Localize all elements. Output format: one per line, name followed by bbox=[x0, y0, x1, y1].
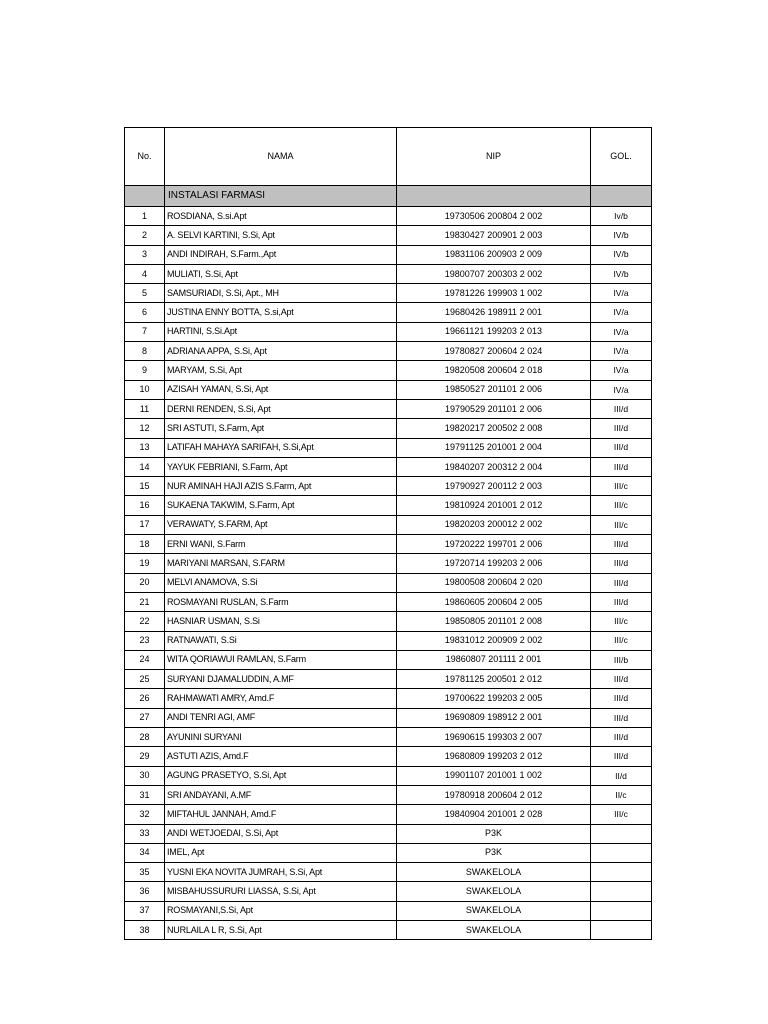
table-row bbox=[125, 419, 652, 438]
cell-no: 18 bbox=[125, 535, 165, 554]
table-row bbox=[125, 863, 652, 882]
cell-no: 26 bbox=[125, 689, 165, 708]
cell-no: 21 bbox=[125, 592, 165, 611]
cell-gol: IV/b bbox=[591, 226, 652, 245]
table-row bbox=[125, 882, 652, 901]
cell-nama: HARTINI, S.Si.Apt bbox=[165, 322, 397, 341]
cell-nama: LATIFAH MAHAYA SARIFAH, S.Si,Apt bbox=[165, 438, 397, 457]
header-nama: NAMA bbox=[165, 128, 397, 186]
cell-nama: WITA QORIAWUI RAMLAN, S.Farm bbox=[165, 650, 397, 669]
table-row bbox=[125, 207, 652, 226]
cell-nama: AGUNG PRASETYO, S.Si, Apt bbox=[165, 766, 397, 785]
cell-gol: III/d bbox=[591, 708, 652, 727]
section-empty-cell bbox=[397, 186, 591, 207]
cell-nama: SAMSURIADI, S.Si, Apt., MH bbox=[165, 284, 397, 303]
cell-nama: ANDI TENRI AGI, AMF bbox=[165, 708, 397, 727]
cell-gol: III/d bbox=[591, 689, 652, 708]
cell-nip: 19791125 201001 2 004 bbox=[397, 438, 591, 457]
cell-gol bbox=[591, 843, 652, 862]
cell-no: 37 bbox=[125, 901, 165, 920]
cell-gol: IV/a bbox=[591, 322, 652, 341]
cell-no: 38 bbox=[125, 920, 165, 939]
cell-nip: 19820217 200502 2 008 bbox=[397, 419, 591, 438]
table-row bbox=[125, 226, 652, 245]
section-empty-cell bbox=[125, 186, 165, 207]
cell-nip: 19810924 201001 2 012 bbox=[397, 496, 591, 515]
cell-nama: ANDI WETJOEDAI, S.Si, Apt bbox=[165, 824, 397, 843]
table-row bbox=[125, 670, 652, 689]
cell-nip: SWAKELOLA bbox=[397, 863, 591, 882]
cell-no: 15 bbox=[125, 477, 165, 496]
table-row bbox=[125, 477, 652, 496]
table-row bbox=[125, 457, 652, 476]
cell-no: 34 bbox=[125, 843, 165, 862]
cell-no: 29 bbox=[125, 747, 165, 766]
cell-gol: III/c bbox=[591, 496, 652, 515]
cell-gol: III/d bbox=[591, 438, 652, 457]
cell-nip: 19800508 200604 2 020 bbox=[397, 573, 591, 592]
cell-nip: 19790927 200112 2 003 bbox=[397, 477, 591, 496]
table-row bbox=[125, 824, 652, 843]
cell-no: 7 bbox=[125, 322, 165, 341]
cell-nama: SRI ANDAYANI, A.MF bbox=[165, 785, 397, 804]
section-empty-cell bbox=[591, 186, 652, 207]
table-row bbox=[125, 399, 652, 418]
cell-nip: SWAKELOLA bbox=[397, 901, 591, 920]
cell-nip: 19860807 201111 2 001 bbox=[397, 650, 591, 669]
cell-gol: II/c bbox=[591, 785, 652, 804]
cell-nip: P3K bbox=[397, 824, 591, 843]
cell-nama: IMEL, Apt bbox=[165, 843, 397, 862]
cell-nama: SUKAENA TAKWIM, S.Farm, Apt bbox=[165, 496, 397, 515]
cell-nip: 19840207 200312 2 004 bbox=[397, 457, 591, 476]
cell-nama: ROSMAYANI RUSLAN, S.Farm bbox=[165, 592, 397, 611]
cell-nama: ASTUTI AZIS, Amd.F bbox=[165, 747, 397, 766]
cell-nama: HASNIAR USMAN, S.Si bbox=[165, 612, 397, 631]
cell-gol: II/d bbox=[591, 766, 652, 785]
cell-no: 35 bbox=[125, 863, 165, 882]
cell-gol: III/d bbox=[591, 554, 652, 573]
cell-nama: SURYANI DJAMALUDDIN, A.MF bbox=[165, 670, 397, 689]
table-row bbox=[125, 805, 652, 824]
cell-nip: 19720714 199203 2 006 bbox=[397, 554, 591, 573]
cell-no: 24 bbox=[125, 650, 165, 669]
table-row bbox=[125, 901, 652, 920]
cell-nama: VERAWATY, S.FARM, Apt bbox=[165, 515, 397, 534]
cell-no: 33 bbox=[125, 824, 165, 843]
cell-no: 16 bbox=[125, 496, 165, 515]
cell-no: 30 bbox=[125, 766, 165, 785]
staff-table bbox=[124, 127, 652, 940]
cell-no: 31 bbox=[125, 785, 165, 804]
cell-gol: IV/b bbox=[591, 245, 652, 264]
table-row bbox=[125, 689, 652, 708]
cell-gol bbox=[591, 882, 652, 901]
cell-no: 12 bbox=[125, 419, 165, 438]
cell-nip: 19690615 199303 2 007 bbox=[397, 728, 591, 747]
cell-nama: MIFTAHUL JANNAH, Amd.F bbox=[165, 805, 397, 824]
cell-gol: III/d bbox=[591, 573, 652, 592]
header-nip: NIP bbox=[397, 128, 591, 186]
section-row bbox=[125, 186, 652, 207]
cell-gol bbox=[591, 824, 652, 843]
cell-no: 17 bbox=[125, 515, 165, 534]
cell-no: 32 bbox=[125, 805, 165, 824]
cell-gol: III/b bbox=[591, 650, 652, 669]
cell-nip: 19690809 198912 2 001 bbox=[397, 708, 591, 727]
cell-nip: 19790529 201101 2 006 bbox=[397, 399, 591, 418]
cell-nip: 19780918 200604 2 012 bbox=[397, 785, 591, 804]
cell-no: 13 bbox=[125, 438, 165, 457]
cell-gol: Iv/b bbox=[591, 207, 652, 226]
cell-nip: 19830427 200901 2 003 bbox=[397, 226, 591, 245]
cell-gol: III/c bbox=[591, 515, 652, 534]
cell-no: 27 bbox=[125, 708, 165, 727]
cell-gol: III/d bbox=[591, 747, 652, 766]
cell-nama: MULIATI, S.Si, Apt bbox=[165, 264, 397, 283]
cell-nip: 19850527 201101 2 006 bbox=[397, 380, 591, 399]
cell-gol: IV/a bbox=[591, 380, 652, 399]
table-row bbox=[125, 264, 652, 283]
cell-no: 14 bbox=[125, 457, 165, 476]
cell-nama: MARIYANI MARSAN, S.FARM bbox=[165, 554, 397, 573]
cell-gol bbox=[591, 920, 652, 939]
cell-nama: AYUNINI SURYANI bbox=[165, 728, 397, 747]
table-row bbox=[125, 361, 652, 380]
table-row bbox=[125, 592, 652, 611]
table-row bbox=[125, 284, 652, 303]
cell-nip: 19781125 200501 2 012 bbox=[397, 670, 591, 689]
cell-nama: YUSNI EKA NOVITA JUMRAH, S.Si, Apt bbox=[165, 863, 397, 882]
header-row bbox=[125, 128, 652, 186]
cell-nama: JUSTINA ENNY BOTTA, S.si,Apt bbox=[165, 303, 397, 322]
cell-gol: IV/b bbox=[591, 264, 652, 283]
cell-gol: III/d bbox=[591, 728, 652, 747]
cell-nip: SWAKELOLA bbox=[397, 882, 591, 901]
cell-gol: III/c bbox=[591, 631, 652, 650]
cell-no: 4 bbox=[125, 264, 165, 283]
table-row bbox=[125, 708, 652, 727]
cell-gol: IV/a bbox=[591, 361, 652, 380]
cell-no: 19 bbox=[125, 554, 165, 573]
table-row bbox=[125, 612, 652, 631]
cell-no: 25 bbox=[125, 670, 165, 689]
table-row bbox=[125, 322, 652, 341]
cell-no: 23 bbox=[125, 631, 165, 650]
cell-nama: DERNI RENDEN, S.Si, Apt bbox=[165, 399, 397, 418]
cell-nama: ANDI INDIRAH, S.Farm.,Apt bbox=[165, 245, 397, 264]
cell-nip: 19730506 200804 2 002 bbox=[397, 207, 591, 226]
cell-gol: III/d bbox=[591, 535, 652, 554]
cell-gol: III/d bbox=[591, 457, 652, 476]
table-row bbox=[125, 245, 652, 264]
cell-nama: MISBAHUSSURURI LIASSA, S.Si, Apt bbox=[165, 882, 397, 901]
cell-nip: 19820203 200012 2 002 bbox=[397, 515, 591, 534]
cell-gol: III/d bbox=[591, 399, 652, 418]
cell-no: 9 bbox=[125, 361, 165, 380]
cell-nama: ROSDIANA, S.si.Apt bbox=[165, 207, 397, 226]
cell-nip: 19700622 199203 2 005 bbox=[397, 689, 591, 708]
cell-nama: MELVI ANAMOVA, S.Si bbox=[165, 573, 397, 592]
cell-gol: IV/a bbox=[591, 303, 652, 322]
table-row bbox=[125, 920, 652, 939]
cell-nip: P3K bbox=[397, 843, 591, 862]
cell-gol: III/d bbox=[591, 592, 652, 611]
cell-no: 5 bbox=[125, 284, 165, 303]
cell-nip: 19800707 200303 2 002 bbox=[397, 264, 591, 283]
table-row bbox=[125, 496, 652, 515]
cell-nip: 19661121 199203 2 013 bbox=[397, 322, 591, 341]
cell-no: 1 bbox=[125, 207, 165, 226]
cell-nip: 19820508 200604 2 018 bbox=[397, 361, 591, 380]
cell-nip: 19840904 201001 2 028 bbox=[397, 805, 591, 824]
table-row bbox=[125, 380, 652, 399]
cell-no: 10 bbox=[125, 380, 165, 399]
cell-nip: 19831012 200909 2 002 bbox=[397, 631, 591, 650]
cell-gol: III/c bbox=[591, 612, 652, 631]
cell-nama: A. SELVI KARTINI, S.Si, Apt bbox=[165, 226, 397, 245]
header-gol: GOL. bbox=[591, 128, 652, 186]
cell-no: 6 bbox=[125, 303, 165, 322]
table-row bbox=[125, 573, 652, 592]
table-row bbox=[125, 766, 652, 785]
table-row bbox=[125, 554, 652, 573]
cell-nama: NUR AMINAH HAJI AZIS S.Farm, Apt bbox=[165, 477, 397, 496]
cell-gol: III/d bbox=[591, 670, 652, 689]
section-title: INSTALASI FARMASI bbox=[165, 186, 397, 207]
table-row bbox=[125, 843, 652, 862]
cell-nip: 19831106 200903 2 009 bbox=[397, 245, 591, 264]
cell-nip: 19680426 198911 2 001 bbox=[397, 303, 591, 322]
cell-nip: 19780827 200604 2 024 bbox=[397, 342, 591, 361]
table-row bbox=[125, 438, 652, 457]
cell-nip: 19720222 199701 2 006 bbox=[397, 535, 591, 554]
cell-nip: 19860605 200604 2 005 bbox=[397, 592, 591, 611]
cell-gol bbox=[591, 863, 652, 882]
cell-no: 36 bbox=[125, 882, 165, 901]
cell-gol bbox=[591, 901, 652, 920]
cell-nama: MARYAM, S.Si, Apt bbox=[165, 361, 397, 380]
cell-no: 2 bbox=[125, 226, 165, 245]
cell-nama: ADRIANA APPA, S.Si, Apt bbox=[165, 342, 397, 361]
cell-no: 3 bbox=[125, 245, 165, 264]
table-row bbox=[125, 515, 652, 534]
cell-nip: 19680809 199203 2 012 bbox=[397, 747, 591, 766]
table-row bbox=[125, 342, 652, 361]
table-row bbox=[125, 631, 652, 650]
cell-nama: RATNAWATI, S.Si bbox=[165, 631, 397, 650]
cell-nama: NURLAILA L R, S.Si, Apt bbox=[165, 920, 397, 939]
cell-nama: SRI ASTUTI, S.Farm, Apt bbox=[165, 419, 397, 438]
cell-nama: YAYUK FEBRIANI, S.Farm, Apt bbox=[165, 457, 397, 476]
cell-nip: 19901107 201001 1 002 bbox=[397, 766, 591, 785]
cell-nip: 19781226 199903 1 002 bbox=[397, 284, 591, 303]
cell-nama: ERNI WANI, S.Farm bbox=[165, 535, 397, 554]
table-row bbox=[125, 747, 652, 766]
cell-no: 20 bbox=[125, 573, 165, 592]
cell-nip: SWAKELOLA bbox=[397, 920, 591, 939]
cell-no: 28 bbox=[125, 728, 165, 747]
cell-gol: III/c bbox=[591, 805, 652, 824]
cell-gol: III/d bbox=[591, 419, 652, 438]
cell-nama: RAHMAWATI AMRY, Amd.F bbox=[165, 689, 397, 708]
cell-no: 11 bbox=[125, 399, 165, 418]
cell-nip: 19850805 201101 2 008 bbox=[397, 612, 591, 631]
table-row bbox=[125, 728, 652, 747]
table-row bbox=[125, 785, 652, 804]
cell-gol: IV/a bbox=[591, 342, 652, 361]
cell-nama: AZISAH YAMAN, S.Si, Apt bbox=[165, 380, 397, 399]
cell-no: 8 bbox=[125, 342, 165, 361]
table-row bbox=[125, 650, 652, 669]
header-no: No. bbox=[125, 128, 165, 186]
cell-gol: III/c bbox=[591, 477, 652, 496]
table-row bbox=[125, 303, 652, 322]
cell-no: 22 bbox=[125, 612, 165, 631]
table-row bbox=[125, 535, 652, 554]
cell-nama: ROSMAYANI,S.Si, Apt bbox=[165, 901, 397, 920]
cell-gol: IV/a bbox=[591, 284, 652, 303]
